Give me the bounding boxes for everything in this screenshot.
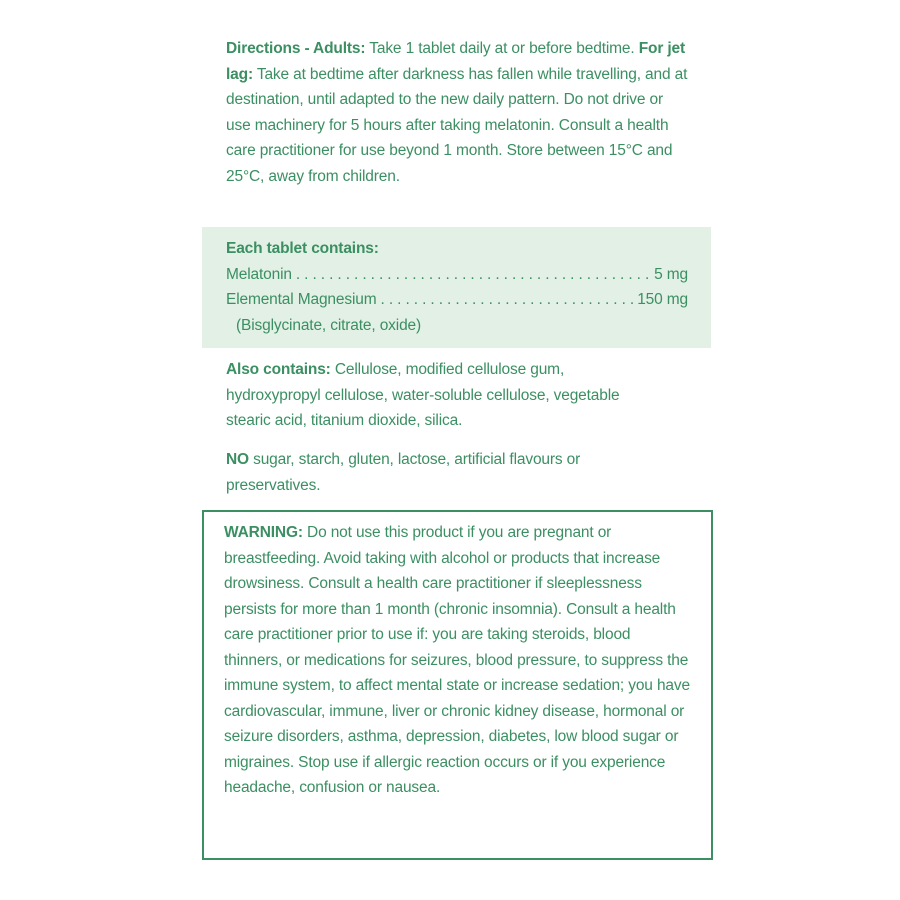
also-contains-label: Also contains:	[226, 361, 331, 378]
ingredients-panel	[202, 227, 711, 348]
leader-dots	[296, 262, 650, 288]
warning-label: WARNING:	[224, 524, 303, 541]
free-of-section	[226, 447, 646, 498]
free-of-text: sugar, starch, gluten, lactose, artificial flavours or preservatives.	[226, 451, 581, 494]
also-contains-text: Cellulose, modified cellulose gum, hydroxypropyl cellulose, water-soluble cellulose, vegetable stearic acid, titanium dioxide, silica.	[226, 361, 620, 429]
leader-dots	[381, 287, 634, 313]
ingredient-amount: 5 mg	[654, 265, 688, 283]
ingredient-name: Elemental Magnesium	[226, 291, 377, 308]
directions-label: Directions - Adults:	[226, 40, 366, 57]
also-contains-section	[226, 357, 646, 434]
ingredient-row	[226, 262, 688, 288]
directions-section	[226, 36, 691, 189]
no-label: NO	[226, 451, 249, 468]
warning-section	[224, 520, 692, 801]
jet-lag-text: Take at bedtime after darkness has fallen while travelling, and at destination, until adapted to the new daily pattern. Do not drive or use machinery for 5 hours after taking melatonin. Consult a health care practitioner for use beyond 1 month. Store between 15°C and 25°C, away from children.	[226, 65, 688, 185]
warning-box	[202, 510, 713, 860]
jet-lag-label: For jet lag:	[226, 40, 686, 83]
ingredients-heading: Each tablet contains:	[226, 240, 379, 257]
warning-text: Do not use this product if you are pregnant or breastfeeding. Avoid taking with alcohol or products that increase drowsiness. Consult a health care practitioner if sleeplessness persists for more than 1 month (chronic insomnia). Consult a health care practitioner prior to use if: you are taking steroids, blood thinners, or medications for seizures, blood pressure, to suppress the immune system, to affect mental state or increase sedation; you have cardiovascular, immune, liver or chronic kidney disease, hormonal or seizure disorders, asthma, depression, diabetes, low blood sugar or migraines. Stop use if allergic reaction occurs or if you experience headache, confusion or nausea.	[224, 524, 690, 796]
ingredient-row	[226, 287, 688, 313]
ingredient-name: Melatonin	[226, 265, 292, 283]
ingredient-amount: 150 mg	[637, 291, 688, 308]
directions-text: Take 1 tablet daily at or before bedtime.	[365, 40, 639, 57]
ingredient-sub-note: (Bisglycinate, citrate, oxide)	[236, 316, 422, 334]
